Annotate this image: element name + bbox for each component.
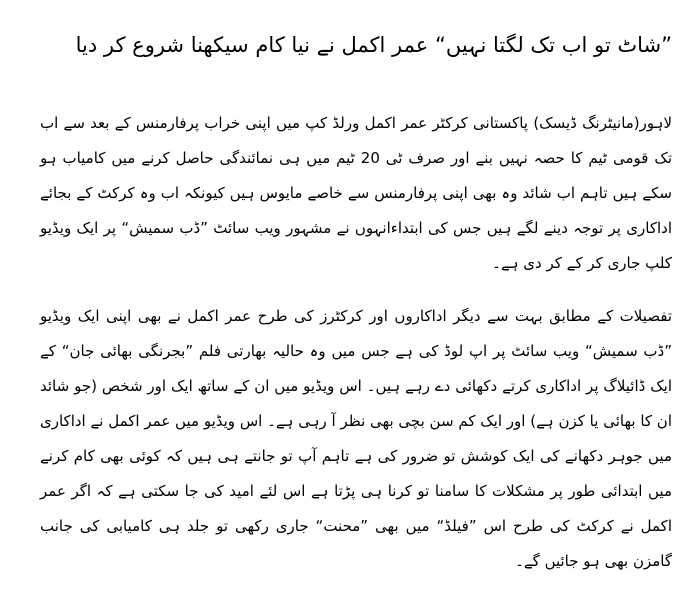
article-paragraph-1: لاہور(مانیٹرنگ ڈیسک) پاکستانی کرکٹر عمر اکمل ورلڈ کپ میں اپنی خراب پرفارمنس کے بعد سے اب تک قومی ٹیم کا حصہ نہیں بنے اور صرف ٹی 20 ٹیم میں ہی نمائندگی حاصل کرنے میں کامیاب ہو سکے ہیں تاہم اب شائد وہ بھی اپنی پرفارمنس سے خاصے مایوس ہیں کیونکہ اب وہ کرکٹ کے بجائے اداکاری پر توجہ دینے لگے ہیں جس کی ابتداءانہوں نے مشہور ویب سائٹ ”ڈب سمیش“ پر ایک ویڈیو کلپ جاری کر کے کر دی ہے۔ [40,114,672,272]
article [40,28,672,597]
article-paragraph-2: تفصیلات کے مطابق بہت سے دیگر اداکاروں اور کرکٹرز کی طرح عمر اکمل نے بھی اپنی ایک ویڈیو ”ڈب سمیش“ ویب سائٹ پر اپ لوڈ کی ہے جس میں وہ حالیہ بھارتی فلم ”بجرنگی بھائی جان“ کے ایک ڈائیلاگ پر اداکاری کرتے دکھائی دے رہے ہیں۔ اس ویڈیو میں ان کے ساتھ ایک اور شخص (جو شائد ان کا بھائی یا کزن ہے) اور ایک کم سن بچی بھی نظر آ رہی ہے۔ اس ویڈیو میں عمر اکمل نے اداکاری میں جوہر دکھانے کی ایک کوشش تو ضرور کی ہے تاہم آپ تو جانتے ہی ہیں کہ کوئی بھی کام کرنے میں ابتدائی طور پر مشکلات کا سامنا تو کرنا ہی پڑتا ہے اس لئے امید کی جا سکتی ہے کہ اگر عمر اکمل نے کرکٹ کی طرح اس ”فیلڈ“ میں بھی ”محنت“ جاری رکھی تو جلد ہی کامیابی کی جانب گامزن بھی ہو جائیں گے۔ [40,307,672,570]
article-headline: ”شاٹ تو اب تک لگتا نہیں“ عمر اکمل نے نیا کام سیکھنا شروع کر دیا [75,33,672,57]
